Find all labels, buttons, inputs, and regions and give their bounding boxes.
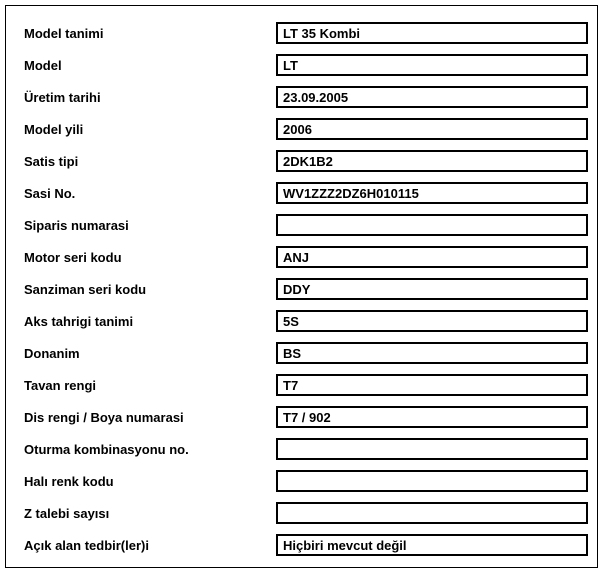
row-siparis-numarasi <box>6 214 597 238</box>
row-aks-tahrigi-tanimi <box>6 310 597 334</box>
field-value-box: DDY <box>276 278 588 300</box>
field-value-box: 2006 <box>276 118 588 140</box>
row-model-tanimi <box>6 22 597 46</box>
row-tavan-rengi <box>6 374 597 398</box>
row-model-yili <box>6 118 597 142</box>
field-label: Model yili <box>24 122 84 137</box>
row-hali-renk-kodu <box>6 470 597 494</box>
field-label: Oturma kombinasyonu no. <box>24 442 189 457</box>
field-value-box: T7 <box>276 374 588 396</box>
row-uretim-tarihi <box>6 86 597 110</box>
field-value-box: T7 / 902 <box>276 406 588 428</box>
field-value-box: Hiçbiri mevcut değil <box>276 534 588 556</box>
vehicle-data-panel <box>5 5 598 568</box>
field-value-box <box>276 214 588 236</box>
row-satis-tipi <box>6 150 597 174</box>
row-z-talebi-sayisi <box>6 502 597 526</box>
field-value-box: LT <box>276 54 588 76</box>
row-donanim <box>6 342 597 366</box>
field-value-box <box>276 438 588 460</box>
field-label: Sasi No. <box>24 186 76 201</box>
field-label: Dis rengi / Boya numarasi <box>24 410 184 425</box>
field-value-box: 5S <box>276 310 588 332</box>
row-dis-rengi <box>6 406 597 430</box>
field-value-box <box>276 502 588 524</box>
row-model <box>6 54 597 78</box>
field-label: Z talebi sayısı <box>24 506 110 521</box>
field-label: Açık alan tedbir(ler)i <box>24 538 149 553</box>
field-label: Model tanimi <box>24 26 104 41</box>
row-sasi-no <box>6 182 597 206</box>
field-value-box: BS <box>276 342 588 364</box>
field-value-box: ANJ <box>276 246 588 268</box>
row-motor-seri-kodu <box>6 246 597 270</box>
field-label: Model <box>24 58 62 73</box>
field-value-box <box>276 470 588 492</box>
field-label: Tavan rengi <box>24 378 97 393</box>
row-oturma-kombinasyonu <box>6 438 597 462</box>
field-label: Motor seri kodu <box>24 250 122 265</box>
field-value-box: WV1ZZZ2DZ6H010115 <box>276 182 588 204</box>
field-label: Siparis numarasi <box>24 218 129 233</box>
row-acik-alan-tedbirleri <box>6 534 597 558</box>
field-label: Satis tipi <box>24 154 79 169</box>
field-label: Aks tahrigi tanimi <box>24 314 134 329</box>
field-value-box: 2DK1B2 <box>276 150 588 172</box>
field-value-box: 23.09.2005 <box>276 86 588 108</box>
field-label: Halı renk kodu <box>24 474 114 489</box>
field-label: Sanziman seri kodu <box>24 282 147 297</box>
field-label: Donanim <box>24 346 80 361</box>
field-value-box: LT 35 Kombi <box>276 22 588 44</box>
row-sanziman-seri-kodu <box>6 278 597 302</box>
field-label: Üretim tarihi <box>24 90 101 105</box>
